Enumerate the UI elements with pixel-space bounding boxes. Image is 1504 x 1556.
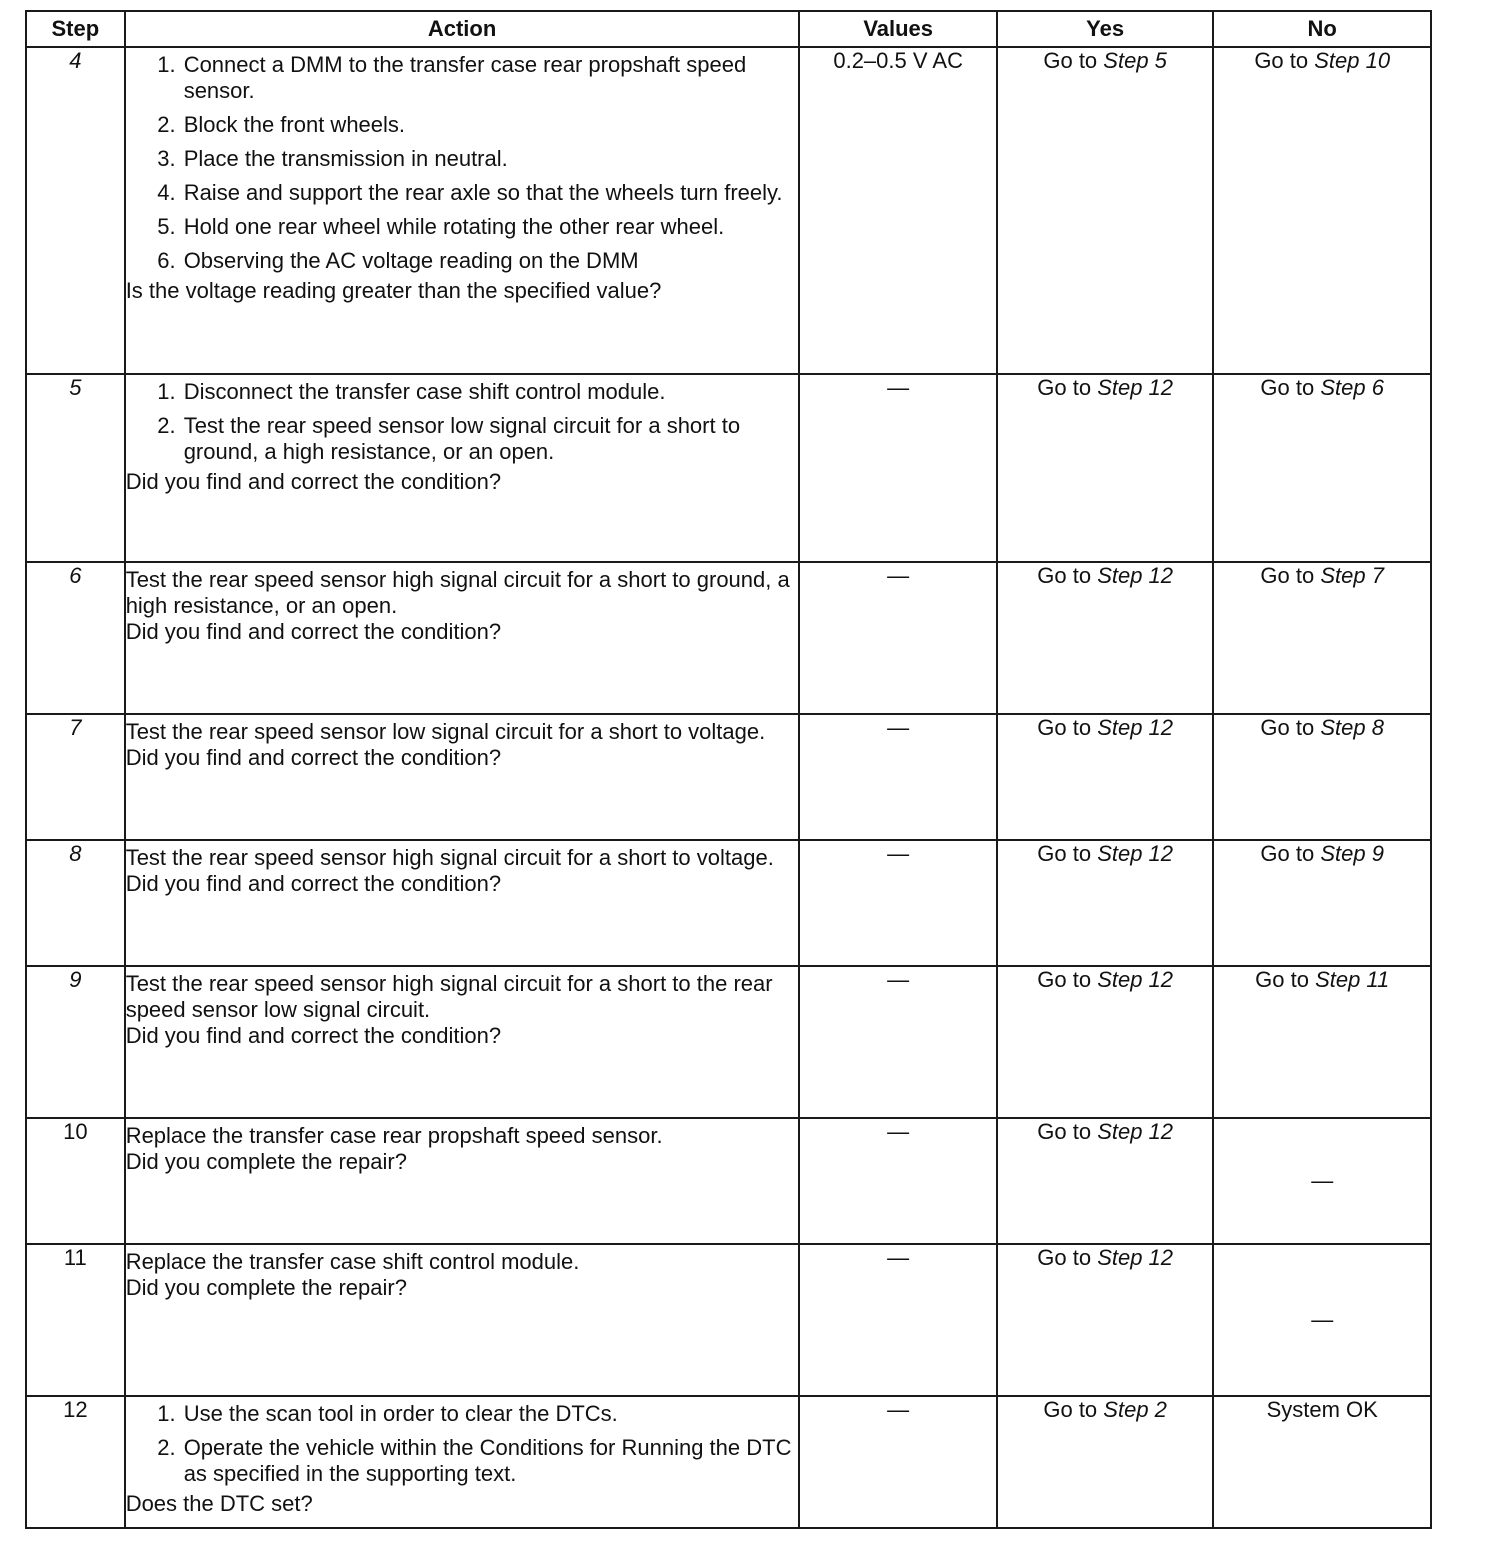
yes-cell <box>997 840 1214 966</box>
yes-prefix: Go to <box>1037 1245 1092 1270</box>
step-number: 4 <box>26 47 125 374</box>
no-prefix: Go to <box>1260 715 1315 740</box>
values-cell: — <box>799 714 996 840</box>
yes-step-ref: Step 12 <box>1097 841 1174 866</box>
yes-step-ref: Step 12 <box>1097 563 1174 588</box>
header-step: Step <box>26 11 125 47</box>
values-cell: — <box>799 840 996 966</box>
action-cell <box>125 1396 800 1528</box>
table-row <box>26 966 1431 1118</box>
action-cell <box>125 47 800 374</box>
table-row <box>26 1118 1431 1244</box>
values-cell: — <box>799 1396 996 1528</box>
step-number: 9 <box>26 966 125 1118</box>
no-prefix: Go to <box>1254 48 1309 73</box>
table-row <box>26 47 1431 374</box>
no-cell: — <box>1213 1118 1431 1244</box>
no-step-ref: Step 7 <box>1320 563 1384 588</box>
action-steps <box>126 379 799 469</box>
table-row <box>26 840 1431 966</box>
yes-step-ref: Step 12 <box>1097 1245 1174 1270</box>
no-prefix: Go to <box>1255 967 1309 992</box>
yes-cell <box>997 966 1214 1118</box>
action-cell <box>125 714 800 840</box>
yes-cell <box>997 1118 1214 1244</box>
table-row <box>26 562 1431 714</box>
step-number: 12 <box>26 1396 125 1528</box>
action-cell <box>125 1118 800 1244</box>
yes-cell <box>997 1244 1214 1396</box>
values-cell: — <box>799 562 996 714</box>
yes-prefix: Go to <box>1037 1119 1092 1144</box>
header-values: Values <box>799 11 996 47</box>
yes-cell <box>997 714 1214 840</box>
values-cell: — <box>799 1244 996 1396</box>
values-cell: — <box>799 1118 996 1244</box>
header-action: Action <box>125 11 800 47</box>
action-steps <box>126 1401 799 1491</box>
step-number: 7 <box>26 714 125 840</box>
yes-prefix: Go to <box>1037 715 1092 740</box>
action-cell <box>125 562 800 714</box>
diagnostic-table <box>25 10 1432 1529</box>
yes-step-ref: Step 12 <box>1097 715 1174 740</box>
table-row <box>26 374 1431 562</box>
step-number: 6 <box>26 562 125 714</box>
table-row <box>26 1244 1431 1396</box>
yes-prefix: Go to <box>1037 841 1092 866</box>
yes-prefix: Go to <box>1037 563 1092 588</box>
action-step: 2. Test the rear speed sensor low signal circuit for a short to ground, a high resistance, or an open. <box>182 413 799 465</box>
action-step: 1. Connect a DMM to the transfer case rear propshaft speed sensor. <box>182 52 799 104</box>
action-step: 1. Use the scan tool in order to clear the DTCs. <box>182 1401 799 1427</box>
action-text: Test the rear speed sensor high signal circuit for a short to ground, a high resistance, or an open. <box>125 567 790 618</box>
action-question: Is the voltage reading greater than the specified value? <box>125 278 662 303</box>
yes-step-ref: Step 12 <box>1097 375 1174 400</box>
action-step: 1. Disconnect the transfer case shift control module. <box>182 379 799 405</box>
values-cell: 0.2–0.5 V AC <box>799 47 996 374</box>
action-cell <box>125 840 800 966</box>
action-question: Did you complete the repair? <box>125 1149 407 1174</box>
values-cell: — <box>799 966 996 1118</box>
no-cell <box>1213 374 1431 562</box>
yes-cell <box>997 562 1214 714</box>
yes-step-ref: Step 2 <box>1103 1397 1167 1422</box>
no-step-ref: Step 8 <box>1320 715 1384 740</box>
header-row <box>26 11 1431 47</box>
no-step-ref: Step 10 <box>1314 48 1391 73</box>
step-number: 8 <box>26 840 125 966</box>
action-question: Did you find and correct the condition? <box>125 871 502 896</box>
action-text: Test the rear speed sensor high signal circuit for a short to voltage. <box>125 845 774 870</box>
no-cell: System OK <box>1213 1396 1431 1528</box>
yes-prefix: Go to <box>1037 375 1092 400</box>
no-prefix: Go to <box>1260 563 1315 588</box>
action-question: Did you find and correct the condition? <box>125 619 502 644</box>
action-text: Test the rear speed sensor high signal circuit for a short to the rear speed sensor low signal circuit. <box>125 971 773 1022</box>
action-step: 2. Block the front wheels. <box>182 112 799 138</box>
action-step: 5. Hold one rear wheel while rotating the other rear wheel. <box>182 214 799 240</box>
no-cell <box>1213 562 1431 714</box>
action-question: Does the DTC set? <box>125 1491 313 1516</box>
yes-prefix: Go to <box>1043 48 1098 73</box>
action-step: 6. Observing the AC voltage reading on the DMM <box>182 248 799 274</box>
yes-step-ref: Step 12 <box>1097 967 1174 992</box>
yes-prefix: Go to <box>1043 1397 1098 1422</box>
header-yes: Yes <box>997 11 1214 47</box>
action-step: 4. Raise and support the rear axle so that the wheels turn freely. <box>182 180 799 206</box>
step-number: 11 <box>26 1244 125 1396</box>
action-text: Test the rear speed sensor low signal circuit for a short to voltage. <box>125 719 766 744</box>
step-number: 5 <box>26 374 125 562</box>
yes-step-ref: Step 5 <box>1103 48 1167 73</box>
action-cell <box>125 374 800 562</box>
no-cell <box>1213 966 1431 1118</box>
values-cell: — <box>799 374 996 562</box>
action-question: Did you find and correct the condition? <box>125 745 502 770</box>
yes-prefix: Go to <box>1037 967 1092 992</box>
action-question: Did you complete the repair? <box>125 1275 407 1300</box>
table-row <box>26 1396 1431 1528</box>
no-step-ref: Step 9 <box>1320 841 1384 866</box>
action-question: Did you find and correct the condition? <box>125 469 502 494</box>
action-question: Did you find and correct the condition? <box>125 1023 502 1048</box>
header-no: No <box>1213 11 1431 47</box>
action-cell <box>125 1244 800 1396</box>
no-step-ref: Step 11 <box>1315 967 1390 992</box>
no-step-ref: Step 6 <box>1320 375 1384 400</box>
action-step: 2. Operate the vehicle within the Conditions for Running the DTC as specified in the supporting text. <box>182 1435 799 1487</box>
no-cell: — <box>1213 1244 1431 1396</box>
action-steps <box>126 52 799 278</box>
no-cell <box>1213 47 1431 374</box>
yes-step-ref: Step 12 <box>1097 1119 1174 1144</box>
no-prefix: Go to <box>1260 841 1315 866</box>
yes-cell <box>997 374 1214 562</box>
action-text: Replace the transfer case rear propshaft speed sensor. <box>125 1123 663 1148</box>
yes-cell <box>997 1396 1214 1528</box>
yes-cell <box>997 47 1214 374</box>
action-cell <box>125 966 800 1118</box>
step-number: 10 <box>26 1118 125 1244</box>
table-row <box>26 714 1431 840</box>
no-cell <box>1213 840 1431 966</box>
no-prefix: Go to <box>1260 375 1315 400</box>
action-text: Replace the transfer case shift control module. <box>125 1249 580 1274</box>
no-cell <box>1213 714 1431 840</box>
action-step: 3. Place the transmission in neutral. <box>182 146 799 172</box>
